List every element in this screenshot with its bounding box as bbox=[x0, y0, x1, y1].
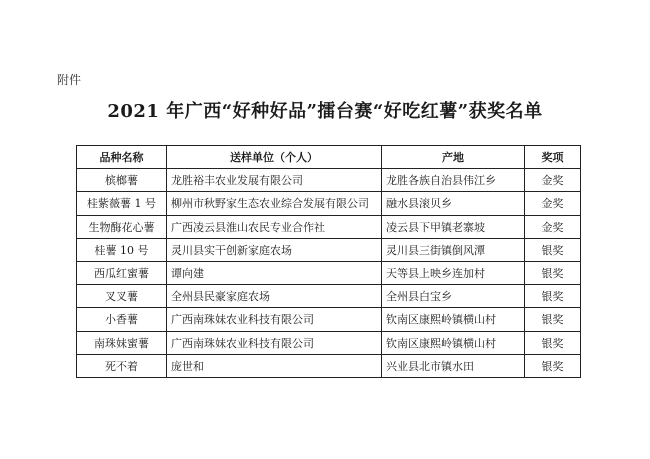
cell-award: 金奖 bbox=[525, 192, 581, 215]
cell-unit: 广西南珠妹农业科技有限公司 bbox=[167, 308, 382, 331]
cell-award: 银奖 bbox=[525, 261, 581, 284]
cell-award: 金奖 bbox=[525, 215, 581, 238]
cell-variety: 西瓜红蜜薯 bbox=[77, 261, 167, 284]
header-variety: 品种名称 bbox=[77, 146, 167, 169]
cell-variety: 叉叉薯 bbox=[77, 285, 167, 308]
cell-unit: 广西南珠妹农业科技有限公司 bbox=[167, 331, 382, 354]
cell-origin: 融水县滚贝乡 bbox=[382, 192, 525, 215]
cell-origin: 凌云县下甲镇老寨坡 bbox=[382, 215, 525, 238]
cell-variety: 小香薯 bbox=[77, 308, 167, 331]
cell-unit: 谭向建 bbox=[167, 261, 382, 284]
cell-origin: 全州县白宝乡 bbox=[382, 285, 525, 308]
cell-unit: 龙胜裕丰农业发展有限公司 bbox=[167, 169, 382, 192]
cell-origin: 天等县上映乡连加村 bbox=[382, 261, 525, 284]
cell-unit: 灵川县实干创新家庭农场 bbox=[167, 238, 382, 261]
table-row bbox=[77, 261, 581, 284]
attachment-label: 附件 bbox=[57, 73, 82, 87]
cell-award: 银奖 bbox=[525, 354, 581, 377]
cell-award: 银奖 bbox=[525, 285, 581, 308]
cell-variety: 桂薯 10 号 bbox=[77, 238, 167, 261]
cell-award: 银奖 bbox=[525, 238, 581, 261]
cell-variety: 南珠妹蜜薯 bbox=[77, 331, 167, 354]
cell-unit: 广西凌云县淮山农民专业合作社 bbox=[167, 215, 382, 238]
cell-variety: 生物酶花心薯 bbox=[77, 215, 167, 238]
cell-unit: 全州县民豪家庭农场 bbox=[167, 285, 382, 308]
cell-award: 银奖 bbox=[525, 331, 581, 354]
cell-origin: 龙胜各族自治县伟江乡 bbox=[382, 169, 525, 192]
cell-origin: 灵川县三街镇倒风潭 bbox=[382, 238, 525, 261]
cell-unit: 柳州市秋野家生态农业综合发展有限公司 bbox=[167, 192, 382, 215]
awards-table bbox=[76, 145, 581, 378]
header-unit: 送样单位（个人） bbox=[167, 146, 382, 169]
table-row bbox=[77, 169, 581, 192]
cell-award: 银奖 bbox=[525, 308, 581, 331]
cell-variety: 槟榔薯 bbox=[77, 169, 167, 192]
table-row bbox=[77, 285, 581, 308]
table-row bbox=[77, 331, 581, 354]
table-row bbox=[77, 354, 581, 377]
cell-origin: 兴业县北市镇水田 bbox=[382, 354, 525, 377]
header-origin: 产地 bbox=[382, 146, 525, 169]
table-row bbox=[77, 192, 581, 215]
cell-award: 金奖 bbox=[525, 169, 581, 192]
table-row bbox=[77, 308, 581, 331]
page-title: 2021 年广西“好种好品”擂台赛“好吃红薯”获奖名单 bbox=[107, 101, 543, 122]
header-award: 奖项 bbox=[525, 146, 581, 169]
table-row bbox=[77, 238, 581, 261]
cell-origin: 钦南区康熙岭镇横山村 bbox=[382, 331, 525, 354]
cell-variety: 死不着 bbox=[77, 354, 167, 377]
cell-origin: 钦南区康熙岭镇横山村 bbox=[382, 308, 525, 331]
cell-unit: 庞世和 bbox=[167, 354, 382, 377]
table-header-row bbox=[77, 146, 581, 169]
cell-variety: 桂紫薇薯 1 号 bbox=[77, 192, 167, 215]
table-row bbox=[77, 215, 581, 238]
